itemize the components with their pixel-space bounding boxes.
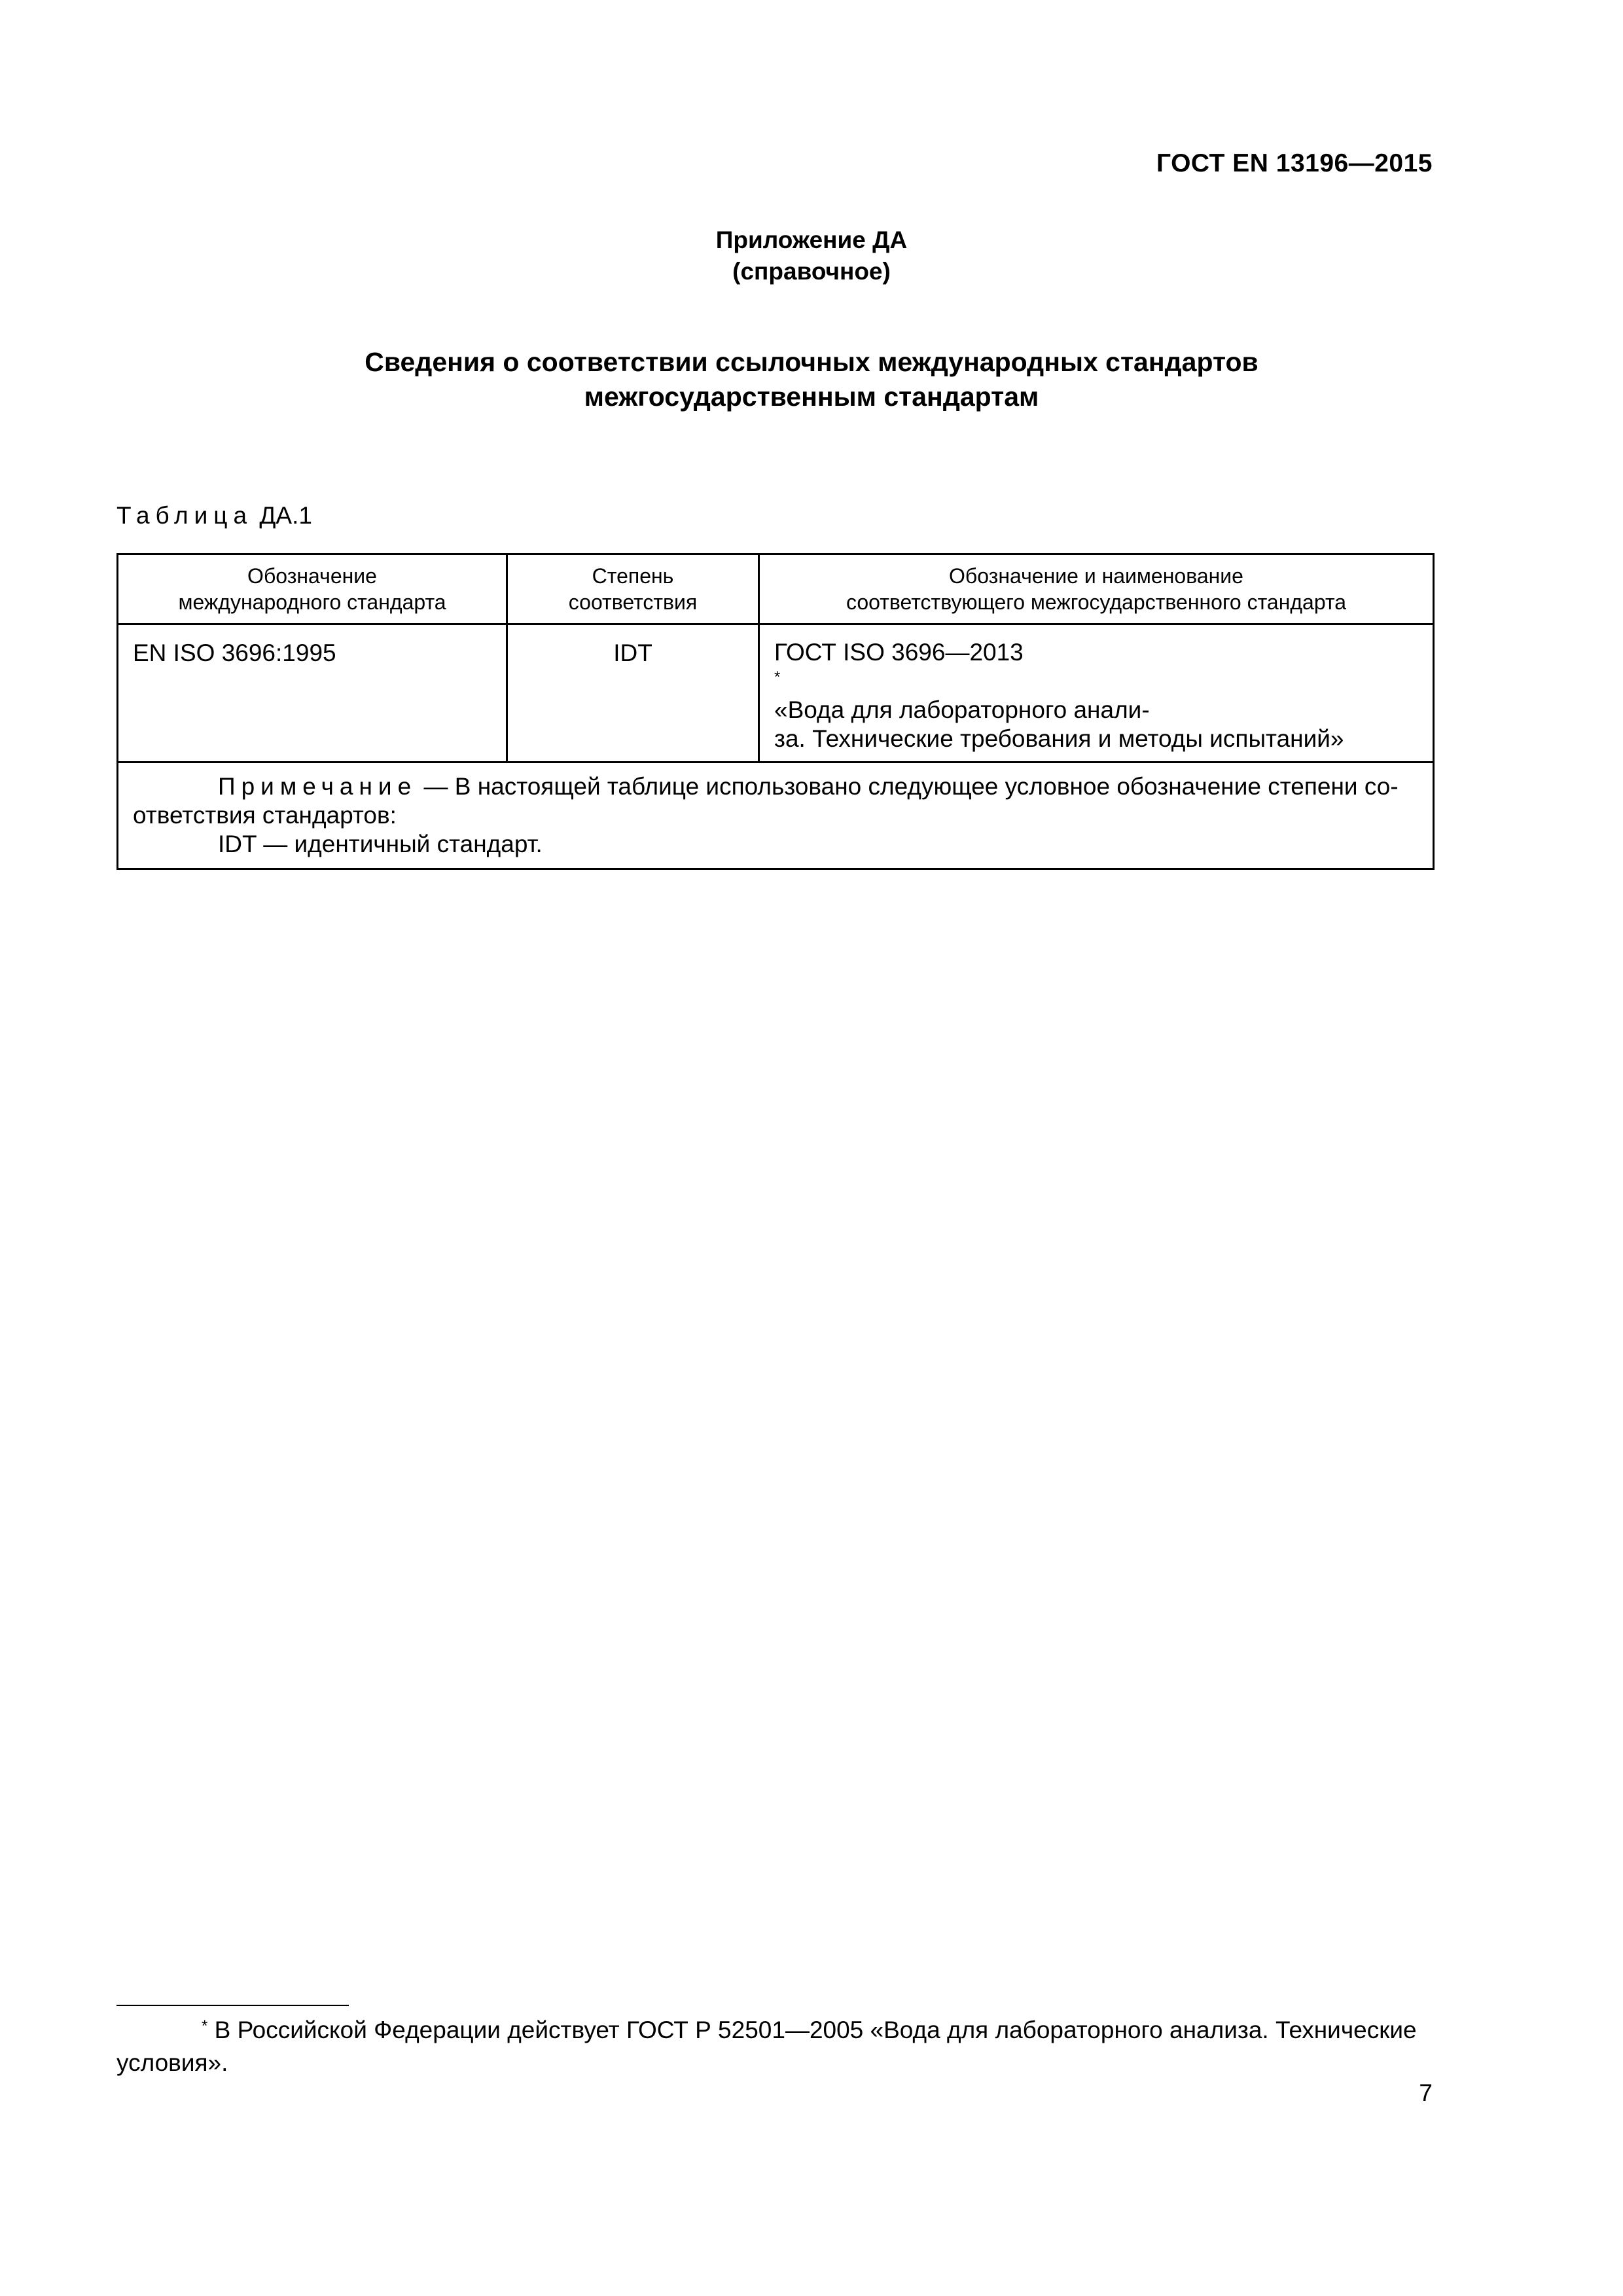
- page-number: 7: [1419, 2079, 1433, 2106]
- document-code: ГОСТ EN 13196—2015: [1156, 149, 1433, 177]
- column-header-line: соответствия: [568, 590, 698, 614]
- table-note-row: [118, 762, 1434, 869]
- section-heading: [0, 345, 1623, 414]
- footnote-divider: [116, 2005, 349, 2006]
- annex-title-block: [0, 224, 1623, 287]
- footnote-line1: [116, 2014, 1433, 2047]
- cell-degree: IDT: [507, 624, 759, 762]
- section-heading-line1: Сведения о соответствии ссылочных международных стандартов: [365, 347, 1258, 377]
- note-text-line3: IDT — идентичный стандарт.: [218, 831, 543, 857]
- footnote: [116, 2014, 1433, 2079]
- cell-interstate-standard-line1: [774, 638, 1421, 725]
- table-row: [118, 624, 1434, 762]
- table-caption-word: Таблица: [116, 502, 253, 529]
- cell-interstate-standard: [759, 624, 1434, 762]
- column-header-line: Степень: [592, 564, 674, 588]
- standards-table: [116, 553, 1435, 870]
- note-text-line1: — В настоящей таблице использовано следующее условное обозначение степени со-: [417, 773, 1399, 800]
- annex-status: (справочное): [732, 258, 891, 285]
- gost-name-part1: «Вода для лабораторного анали-: [774, 696, 1150, 723]
- gost-code: ГОСТ ISO 3696—2013: [774, 639, 1024, 666]
- column-header-interstate-standard: [759, 554, 1434, 624]
- table-caption: [116, 502, 312, 529]
- note-label: Примечание: [218, 773, 418, 800]
- footnote-mark: *: [202, 2017, 208, 2035]
- column-header-degree: [507, 554, 759, 624]
- column-header-line: Обозначение: [247, 564, 377, 588]
- note-text-line2: ответствия стандартов:: [133, 802, 397, 829]
- gost-name-part2: за. Технические требования и методы испытаний»: [774, 725, 1344, 752]
- section-heading-line2: межгосударственным стандартам: [584, 382, 1039, 412]
- footnote-text-line2: условия».: [116, 2049, 228, 2076]
- table-header-row: [118, 554, 1434, 624]
- annex-title: Приложение ДА: [715, 226, 908, 253]
- column-header-line: Обозначение и наименование: [949, 564, 1243, 588]
- column-header-line: международного стандарта: [178, 590, 446, 614]
- footnote-text-line1: В Российской Федерации действует ГОСТ Р 52501—2005 «Вода для лабораторного анализа. Технические: [207, 2017, 1417, 2043]
- table-note: [118, 762, 1434, 869]
- column-header-line: соответствующего межгосударственного стандарта: [846, 590, 1347, 614]
- note-line1: [133, 772, 1421, 801]
- table-caption-number: ДА.1: [259, 502, 312, 529]
- column-header-intl-standard: [118, 554, 507, 624]
- footnote-mark: *: [774, 668, 781, 686]
- cell-intl-standard: EN ISO 3696:1995: [118, 624, 507, 762]
